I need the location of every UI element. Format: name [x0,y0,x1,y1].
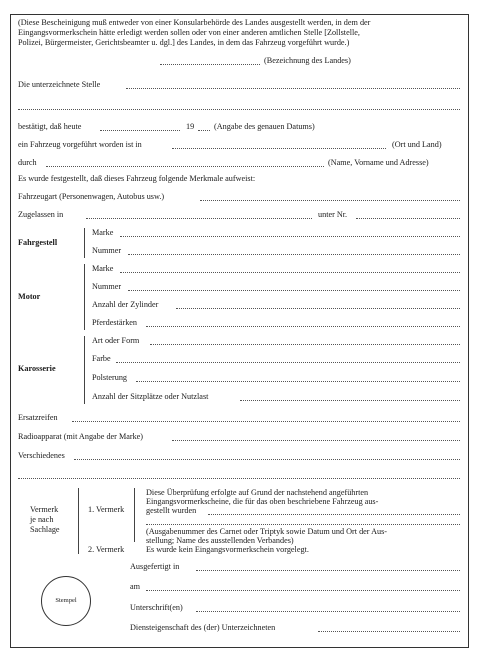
name-field[interactable] [46,165,324,167]
karosserie-farbe-field[interactable] [116,361,460,363]
year-field[interactable] [198,129,210,131]
verschiedenes-field[interactable] [74,458,460,460]
stelle-field-2[interactable] [18,108,460,110]
ersatzreifen-label: Ersatzreifen [18,413,58,422]
name-label: (Name, Vorname und Adresse) [328,158,429,167]
ausgefertigt-field[interactable] [196,569,460,571]
year-label: 19 [186,122,195,131]
fahrgestell-nummer-field[interactable] [128,253,460,255]
vermerk-2-label: 2. Vermerk [88,545,125,554]
am-label: am [130,582,141,591]
radio-field[interactable] [172,439,460,441]
zugelassen-label: Zugelassen in [18,210,64,219]
karosserie-polsterung-label: Polsterung [92,373,128,382]
vermerk-1-note-1: (Ausgabenummer des Carnet oder Triptyk sowie Datum und Ort der Aus- [146,527,388,536]
country-field[interactable] [160,63,260,65]
motor-ps-field[interactable] [146,325,460,327]
am-field[interactable] [146,589,460,591]
fahrgestell-brace [84,228,85,258]
vermerk-2-text: Es wurde kein Eingangsvormerkschein vorgelegt. [146,545,309,554]
bestaetigt-label: bestätigt, daß heute [18,122,82,131]
karosserie-farbe-label: Farbe [92,354,111,363]
nummer-field[interactable] [356,217,460,219]
vermerk-side-2: je nach [30,515,54,524]
unterschrift-field[interactable] [196,610,460,612]
karosserie-label: Karosserie [18,364,56,373]
fahrzeugart-label: Fahrzeugart (Personenwagen, Autobus usw.) [18,192,165,201]
unterschrift-label: Unterschrift(en) [130,603,183,612]
intro-line-2: Eingangsvormerkschein hätte erledigt werden sollen oder von einer anderen amtlichen Stelle [Zollstelle, [18,28,360,37]
country-label: (Bezeichnung des Landes) [264,56,351,65]
verschiedenes-field-2[interactable] [18,477,460,479]
motor-marke-field[interactable] [120,271,460,273]
fahrgestell-marke-field[interactable] [120,235,460,237]
vorgefuehrt-label: ein Fahrzeug vorgeführt worden ist in [18,140,142,149]
date-hint: (Angabe des genauen Datums) [214,122,315,131]
festgestellt-text: Es wurde festgestellt, daß dieses Fahrzeug folgende Merkmale aufweist: [18,174,256,183]
vermerk-1-field[interactable] [208,513,460,515]
motor-marke-label: Marke [92,264,114,273]
ort-field[interactable] [172,147,386,149]
stelle-field[interactable] [126,87,460,89]
karosserie-sitzplaetze-label: Anzahl der Sitzplätze oder Nutzlast [92,392,209,401]
ort-label: (Ort und Land) [392,140,442,149]
vermerk-side-1: Vermerk [30,505,59,514]
dienst-field[interactable] [318,630,460,632]
motor-nummer-label: Nummer [92,282,122,291]
intro-line-1: (Diese Bescheinigung muß entweder von einer Konsularbehörde des Landes ausgestellt werden, in dem der [18,18,371,27]
karosserie-polsterung-field[interactable] [136,380,460,382]
fahrgestell-marke-label: Marke [92,228,114,237]
vermerk-1-text-3: gestellt wurden [146,506,197,515]
fahrzeugart-field[interactable] [200,199,460,201]
motor-brace [84,264,85,330]
karosserie-form-label: Art oder Form [92,336,140,345]
vermerk-1-text-1: Diese Überprüfung erfolgte auf Grund der nachstehend angeführten [146,488,369,497]
verschiedenes-label: Verschiedenes [18,451,65,460]
unter-nr-label: unter Nr. [318,210,348,219]
vermerk-brace [78,488,79,554]
vermerk-1-field-2[interactable] [146,523,460,525]
vermerk-1-label: 1. Vermerk [88,505,125,514]
radio-label: Radioapparat (mit Angabe der Marke) [18,432,144,441]
vermerk-1-note-2: stellung; Name des ausstellenden Verbandes) [146,536,294,545]
motor-nummer-field[interactable] [128,289,460,291]
date-field[interactable] [100,129,180,131]
stamp-label: Stempel [55,597,77,604]
motor-zylinder-field[interactable] [176,307,460,309]
durch-label: durch [18,158,37,167]
vermerk-side-3: Sachlage [30,525,60,534]
intro-line-3: Polizei, Bürgermeister, Gerichtsbeamter u. dgl.] des Landes, in dem das Fahrzeug vorgeführt wurde.) [18,38,350,47]
stelle-label: Die unterzeichnete Stelle [18,80,101,89]
fahrgestell-nummer-label: Nummer [92,246,122,255]
fahrgestell-label: Fahrgestell [18,238,58,247]
dienst-label: Diensteigenschaft des (der) Unterzeichneten [130,623,276,632]
vermerk-1-brace [134,488,135,542]
ausgefertigt-label: Ausgefertigt in [130,562,180,571]
vermerk-1-text-2: Eingangsvormerkscheine, die für das oben beschriebene Fahrzeug aus- [146,497,379,506]
karosserie-form-field[interactable] [150,343,460,345]
motor-ps-label: Pferdestärken [92,318,138,327]
karosserie-brace [84,336,85,404]
motor-zylinder-label: Anzahl der Zylinder [92,300,159,309]
motor-label: Motor [18,292,41,301]
karosserie-sitzplaetze-field[interactable] [240,399,460,401]
ersatzreifen-field[interactable] [72,420,460,422]
zugelassen-field[interactable] [86,217,312,219]
